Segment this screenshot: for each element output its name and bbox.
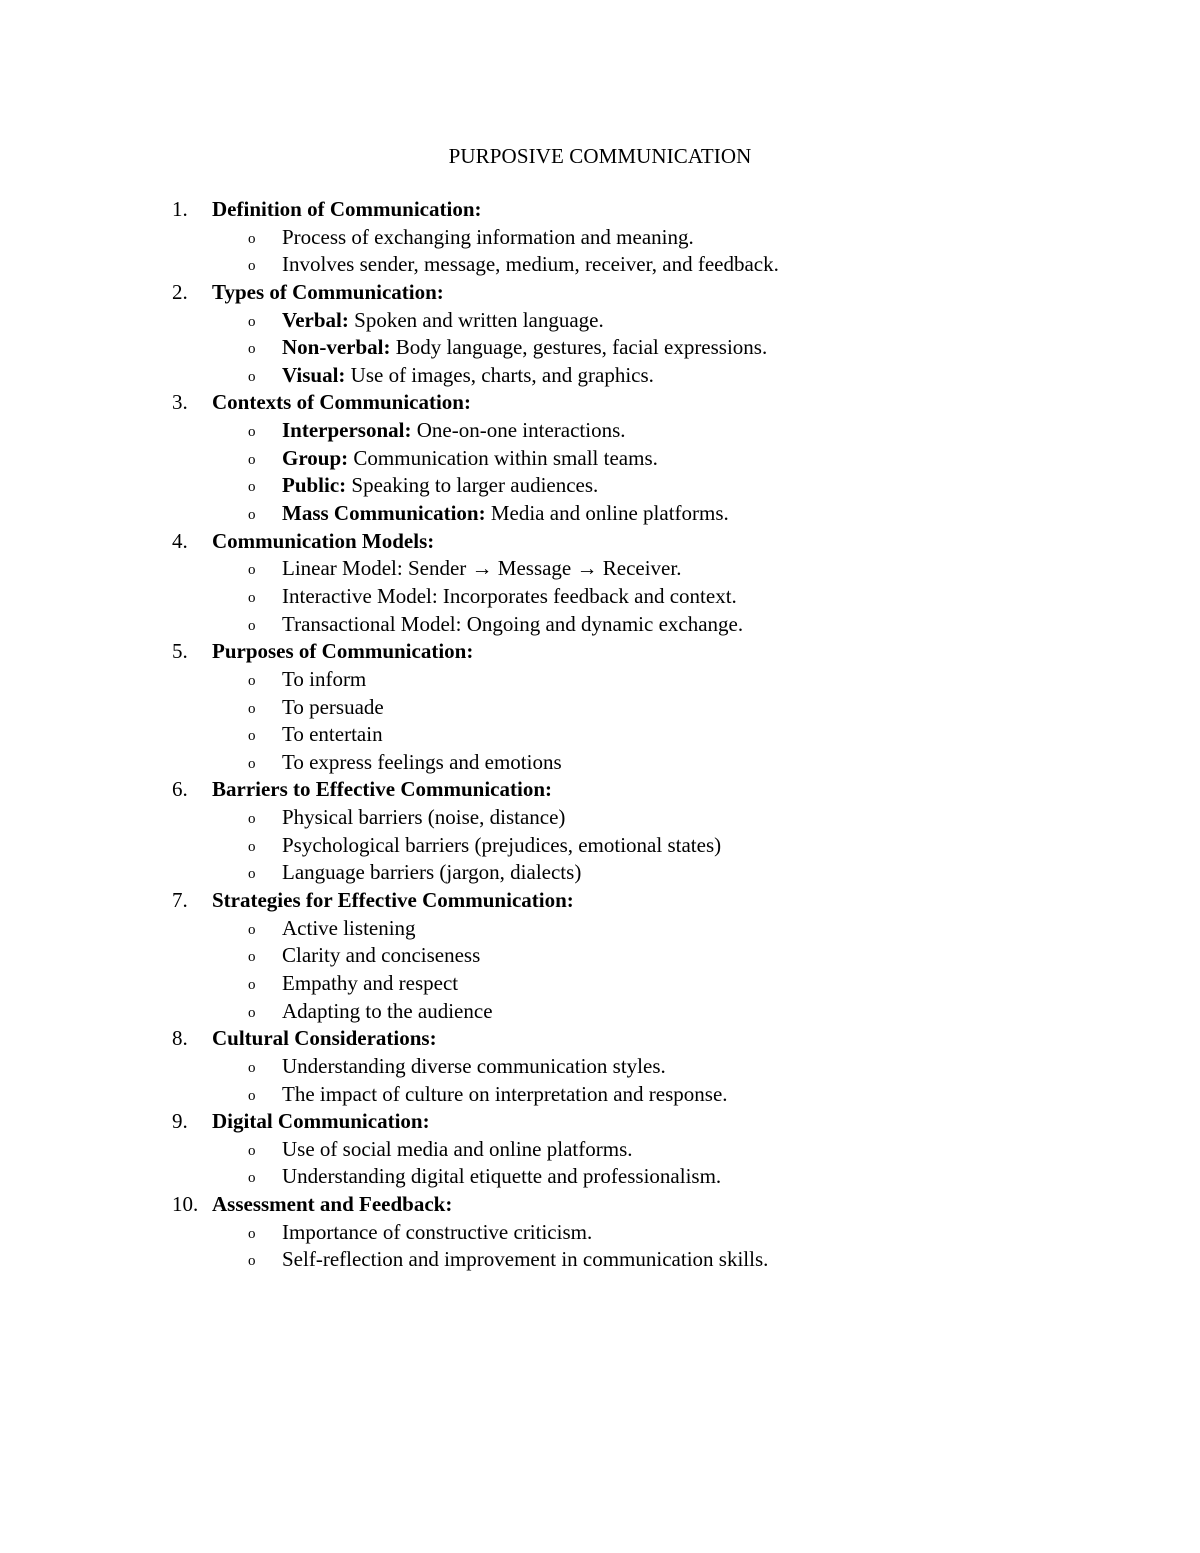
section-number: 2. (172, 279, 188, 304)
bullet-icon: o (248, 1225, 256, 1242)
list-item (0, 362, 1200, 390)
list-item-description: Involves sender, message, medium, receiver, and feedback. (282, 252, 779, 277)
outline-list (0, 196, 1200, 1274)
list-item (0, 1219, 1200, 1247)
bullet-icon: o (248, 728, 256, 745)
bullet-icon: o (248, 507, 256, 524)
list-item (0, 832, 1200, 860)
list-item (0, 666, 1200, 694)
list-item-text (282, 417, 626, 445)
list-item-term: Mass Communication: (282, 501, 486, 526)
bullet-icon: o (248, 258, 256, 275)
list-item (0, 555, 1200, 583)
list-item-description: Spoken and written language. (348, 307, 604, 332)
list-item-description: Empathy and respect (282, 970, 459, 995)
list-item-term: Non-verbal: (282, 335, 391, 360)
list-item-description: Self-reflection and improvement in communication skills. (282, 1247, 769, 1272)
section-heading (0, 776, 1200, 804)
bullet-icon: o (248, 866, 256, 883)
list-item-text (282, 721, 383, 749)
list-item-text (282, 334, 767, 362)
list-item (0, 1246, 1200, 1274)
list-item (0, 611, 1200, 639)
list-item-text (282, 1163, 721, 1191)
section-number: 10. (172, 1192, 199, 1217)
section-number: 5. (172, 639, 188, 664)
bullet-icon: o (248, 617, 256, 634)
section-heading-text: Cultural Considerations: (212, 1026, 437, 1051)
list-item-description: Clarity and conciseness (282, 943, 481, 968)
list-item-description: Psychological barriers (prejudices, emotional states) (282, 832, 722, 857)
list-item-description: Media and online platforms. (485, 501, 729, 526)
list-item-text (282, 998, 493, 1026)
list-item (0, 1136, 1200, 1164)
bullet-icon: o (248, 811, 256, 828)
bullet-icon: o (248, 589, 256, 606)
list-item-term: Verbal: (282, 307, 349, 332)
bullet-icon: o (248, 451, 256, 468)
list-item (0, 859, 1200, 887)
list-item (0, 472, 1200, 500)
list-item (0, 721, 1200, 749)
list-item (0, 500, 1200, 528)
list-item-text (282, 1053, 666, 1081)
section-heading (0, 638, 1200, 666)
list-item-text (282, 555, 681, 583)
list-item (0, 998, 1200, 1026)
list-item-description: Understanding diverse communication styles. (282, 1053, 666, 1078)
bullet-icon: o (248, 755, 256, 772)
list-item-text (282, 970, 458, 998)
list-item-text (282, 1246, 768, 1274)
list-item-description: Process of exchanging information and meaning. (282, 224, 694, 249)
bullet-icon: o (248, 313, 256, 330)
list-item (0, 583, 1200, 611)
list-item-description: Active listening (282, 915, 416, 940)
list-item-term: Visual: (282, 362, 346, 387)
list-item (0, 749, 1200, 777)
section-heading (0, 389, 1200, 417)
list-item-description: To entertain (282, 722, 383, 747)
bullet-icon: o (248, 368, 256, 385)
list-item-text (282, 694, 384, 722)
list-item-text (282, 611, 743, 639)
section-number: 7. (172, 888, 188, 913)
list-item-description: Adapting to the audience (282, 998, 493, 1023)
bullet-icon: o (248, 838, 256, 855)
list-item (0, 417, 1200, 445)
bullet-icon: o (248, 1170, 256, 1187)
bullet-icon: o (248, 562, 256, 579)
section-heading-text: Contexts of Communication: (212, 390, 471, 415)
list-item-text (282, 1219, 592, 1247)
bullet-icon: o (248, 1059, 256, 1076)
list-item-description: Physical barriers (noise, distance) (282, 805, 566, 830)
list-item-description: Language barriers (jargon, dialects) (282, 860, 582, 885)
list-item-description: To persuade (282, 694, 384, 719)
list-item-description: To express feelings and emotions (282, 749, 562, 774)
list-item-text (282, 500, 729, 528)
bullet-icon: o (248, 1142, 256, 1159)
list-item-description: To inform (282, 666, 367, 691)
list-item-description: One-on-one interactions. (411, 418, 626, 443)
list-item-description: Communication within small teams. (348, 445, 658, 470)
list-item-text (282, 224, 694, 252)
list-item-description: Linear Model: Sender → Message → Receiver. (282, 556, 682, 581)
list-item-description: Body language, gestures, facial expressions. (390, 335, 768, 360)
section-heading-text: Purposes of Communication: (212, 639, 474, 664)
list-item-description: Speaking to larger audiences. (346, 473, 599, 498)
section-heading (0, 1025, 1200, 1053)
list-item (0, 1053, 1200, 1081)
section-number: 6. (172, 777, 188, 802)
section-number: 9. (172, 1109, 188, 1134)
list-item-text (282, 362, 654, 390)
bullet-icon: o (248, 424, 256, 441)
list-item (0, 445, 1200, 473)
list-item-description: Transactional Model: Ongoing and dynamic exchange. (282, 611, 744, 636)
section-heading (0, 528, 1200, 556)
list-item-text (282, 804, 565, 832)
list-item-description: Interactive Model: Incorporates feedback and context. (282, 583, 737, 608)
section-number: 8. (172, 1026, 188, 1051)
list-item-description: Understanding digital etiquette and professionalism. (282, 1164, 722, 1189)
bullet-icon: o (248, 672, 256, 689)
list-item-description: Use of social media and online platforms. (282, 1136, 633, 1161)
list-item (0, 251, 1200, 279)
list-item (0, 915, 1200, 943)
section-heading (0, 1191, 1200, 1219)
section-number: 1. (172, 197, 188, 221)
list-item-text (282, 583, 737, 611)
list-item-text (282, 942, 480, 970)
section-heading (0, 1108, 1200, 1136)
list-item-description: The impact of culture on interpretation and response. (282, 1081, 728, 1106)
bullet-icon: o (248, 949, 256, 966)
section-heading-text: Strategies for Effective Communication: (212, 888, 574, 913)
bullet-icon: o (248, 230, 256, 247)
list-item-text (282, 1081, 728, 1109)
section-heading-text: Communication Models: (212, 528, 435, 553)
list-item (0, 694, 1200, 722)
section-heading-text: Barriers to Effective Communication: (212, 777, 552, 802)
list-item-text (282, 915, 416, 943)
bullet-icon: o (248, 1253, 256, 1270)
list-item (0, 804, 1200, 832)
list-item (0, 1163, 1200, 1191)
section-heading (0, 887, 1200, 915)
section-heading-text: Digital Communication: (212, 1109, 430, 1134)
bullet-icon: o (248, 1004, 256, 1021)
list-item-text (282, 1136, 633, 1164)
list-item-term: Interpersonal: (282, 418, 412, 443)
bullet-icon: o (248, 1087, 256, 1104)
section-number: 3. (172, 390, 188, 415)
list-item-text (282, 251, 779, 279)
list-item-text (282, 307, 604, 335)
list-item-term: Public: (282, 473, 347, 498)
list-item-text (282, 749, 562, 777)
bullet-icon: o (248, 976, 256, 993)
section-heading-text: Definition of Communication: (212, 197, 482, 221)
bullet-icon: o (248, 341, 256, 358)
section-heading-text: Assessment and Feedback: (212, 1192, 453, 1217)
list-item-text (282, 666, 366, 694)
section-heading (0, 279, 1200, 307)
list-item-text (282, 859, 581, 887)
list-item (0, 334, 1200, 362)
bullet-icon: o (248, 700, 256, 717)
section-heading (0, 196, 1200, 224)
list-item (0, 970, 1200, 998)
list-item (0, 307, 1200, 335)
section-number: 4. (172, 528, 188, 553)
list-item (0, 942, 1200, 970)
list-item-description: Importance of constructive criticism. (282, 1219, 593, 1244)
list-item-description: Use of images, charts, and graphics. (345, 362, 654, 387)
list-item (0, 224, 1200, 252)
bullet-icon: o (248, 921, 256, 938)
list-item-text (282, 832, 721, 860)
list-item (0, 1081, 1200, 1109)
list-item-term: Group: (282, 445, 349, 470)
list-item-text (282, 445, 658, 473)
document-title: PURPOSIVE COMMUNICATION (448, 144, 752, 168)
section-heading-text: Types of Communication: (212, 279, 444, 304)
bullet-icon: o (248, 479, 256, 496)
list-item-text (282, 472, 598, 500)
